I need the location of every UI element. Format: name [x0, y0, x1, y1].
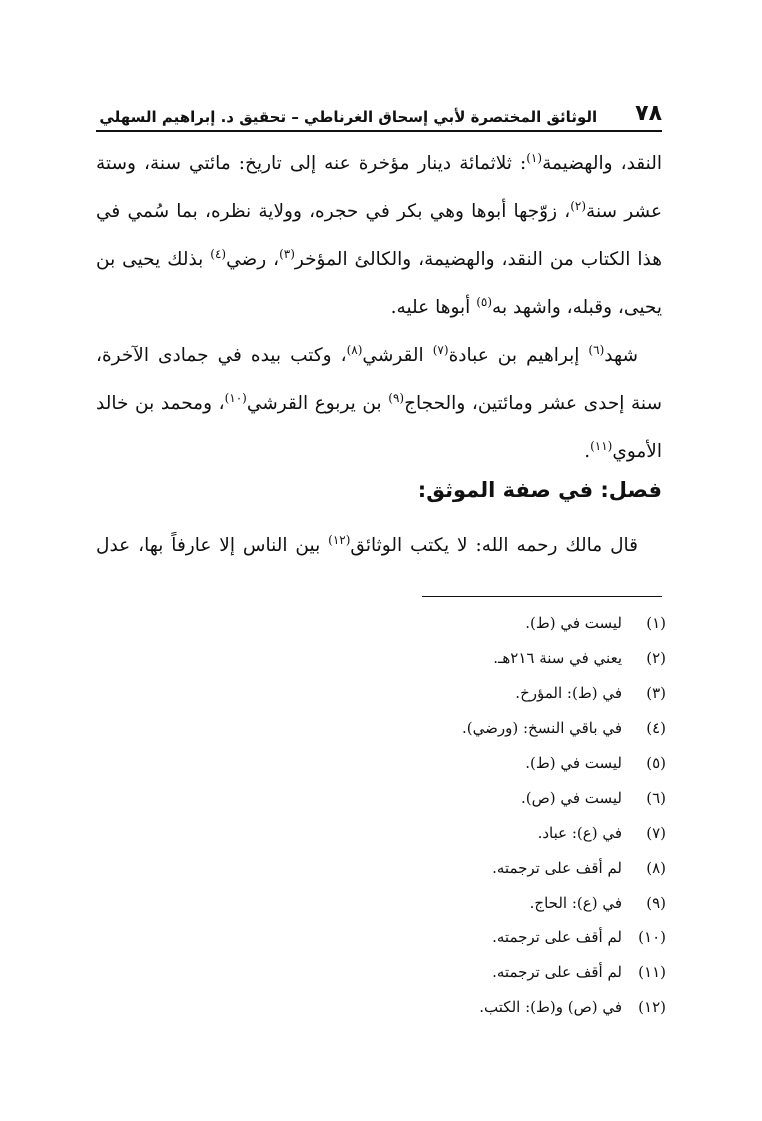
- footnote-text: ليست في (ط).: [525, 614, 622, 633]
- footnote-divider: [422, 596, 662, 597]
- footnotes-list: [196, 606, 666, 1025]
- footnote-ref-6: (٦): [588, 342, 605, 357]
- text-run: قال مالك رحمه الله: لا يكتب الوثائق: [350, 535, 638, 556]
- footnote-text: لم أقف على ترجمته.: [492, 858, 622, 877]
- text-run: بين الناس إلا عارفاً بها، عدل: [96, 535, 329, 556]
- text-run: شهد: [604, 345, 638, 366]
- section-heading: فصل: في صفة الموثق:: [417, 478, 662, 502]
- text-run: ، رضي: [226, 249, 280, 270]
- paragraph-2: [96, 332, 662, 476]
- footnote-ref-9: (٩): [388, 390, 405, 405]
- footnote-ref-12: (١٢): [328, 532, 351, 547]
- footnote-number: (١٢): [638, 998, 666, 1017]
- footnote-text: ليست في (ص).: [520, 788, 622, 807]
- text-run: إبراهيم بن عبادة: [448, 345, 589, 366]
- footnote-number: (١١): [638, 963, 666, 982]
- footnote-item: [196, 885, 666, 920]
- footnote-ref-5: (٥): [476, 294, 493, 309]
- footnote-item: [196, 850, 666, 885]
- footnote-text: في (ع): الحاج.: [529, 893, 622, 912]
- footnote-number: (١٠): [638, 928, 666, 947]
- footnote-ref-4: (٤): [210, 246, 227, 261]
- footnote-text: في (ط): المؤرخ.: [515, 684, 622, 703]
- footnote-number: (٤): [646, 719, 666, 738]
- footnote-ref-10: (١٠): [224, 390, 247, 405]
- text-run: أبوها عليه.: [390, 297, 477, 318]
- footnote-ref-2: (٢): [570, 198, 587, 213]
- footnote-text: يعني في سنة ٢١٦هـ.: [493, 649, 622, 668]
- footnote-number: (٦): [646, 788, 666, 807]
- footnote-item: [196, 815, 666, 850]
- text-run: بن يربوع القرشي: [246, 393, 389, 414]
- paragraph-3: [96, 522, 662, 570]
- text-run: بذلك يحيى بن يحيى، وقبله، واشهد به: [96, 249, 662, 318]
- footnote-ref-3: (٣): [279, 246, 295, 261]
- footnote-number: (٧): [646, 823, 666, 842]
- text-run: القرشي: [362, 345, 433, 366]
- footnote-text: في (ع): عباد.: [537, 823, 622, 842]
- footnote-ref-1: (١): [526, 150, 543, 165]
- footnote-ref-8: (٨): [346, 342, 363, 357]
- footnote-number: (٨): [646, 858, 666, 877]
- footnote-number: (٥): [646, 754, 666, 772]
- footnote-number: (١): [646, 614, 666, 633]
- text-run: ، زوّجها أبوها وهي بكر في حجره، وولاية نظره، بما سُمي في هذا الكتاب من النقد، والهضيمة، والكالئ المؤخر: [96, 201, 662, 270]
- footnote-item: [196, 641, 666, 676]
- page-header: [96, 88, 662, 132]
- text-run: .: [584, 441, 591, 462]
- paragraph-1: [96, 140, 662, 332]
- footnote-item: [196, 955, 666, 990]
- footnote-number: (٣): [646, 684, 666, 703]
- footnote-text: في باقي النسخ: (ورضي).: [462, 719, 622, 738]
- running-title: الوثائق المختصرة لأبي إسحاق الغرناطي – تحقيق د. إبراهيم السهلي: [99, 108, 598, 126]
- footnote-item: [196, 676, 666, 711]
- main-text: [96, 140, 662, 476]
- footnote-number: (٩): [646, 893, 666, 912]
- footnote-item: [196, 990, 666, 1025]
- footnote-text: لم أقف على ترجمته.: [492, 963, 622, 982]
- footnote-item: [196, 746, 666, 781]
- footnote-text: ليست في (ط).: [525, 754, 622, 772]
- footnote-ref-11: (١١): [590, 438, 613, 453]
- footnote-ref-7: (٧): [432, 342, 449, 357]
- footnote-item: [196, 920, 666, 955]
- footnote-item: [196, 606, 666, 641]
- text-run: : ثلاثمائة دينار مؤخرة عنه إلى تاريخ: مائتي سنة، وستة عشر سنة: [96, 153, 662, 222]
- footnote-item: [196, 711, 666, 746]
- footnote-item: [196, 780, 666, 815]
- footnote-text: في (ص) و(ط): الكتب.: [479, 998, 622, 1017]
- page-number: ٧٨: [635, 101, 662, 126]
- text-run: ، وكتب بيده في جمادى الآخرة، سنة إحدى عشر ومائتين، والحجاج: [96, 345, 662, 414]
- footnote-text: لم أقف على ترجمته.: [492, 928, 622, 947]
- footnote-number: (٢): [646, 649, 666, 668]
- text-run: ، ومحمد بن خالد الأموي: [96, 393, 662, 462]
- text-run: النقد، والهضيمة: [542, 153, 662, 174]
